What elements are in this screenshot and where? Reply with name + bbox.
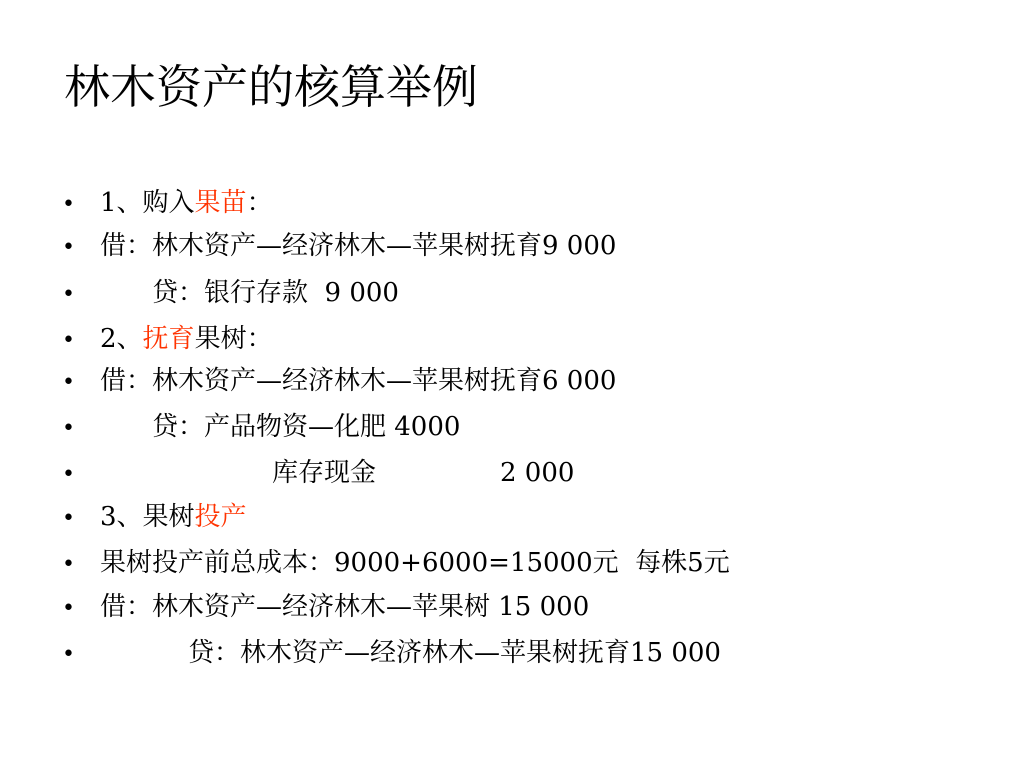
bullet-text: 贷：林木资产—经济林木—苹果树抚育15 000 bbox=[188, 638, 721, 668]
bullet-marker: • bbox=[62, 552, 75, 577]
highlight-text: 果苗 bbox=[194, 188, 247, 218]
highlight-text: 抚育 bbox=[142, 324, 195, 354]
bullet-text: 借：林木资产—经济林木—苹果树抚育9 000 bbox=[100, 231, 617, 261]
bullet-marker: • bbox=[62, 506, 75, 531]
bullet-marker: • bbox=[62, 462, 75, 487]
bullet-marker: • bbox=[62, 370, 75, 395]
text-segment: 1、购入 bbox=[100, 188, 195, 218]
bullet-text bbox=[100, 326, 273, 352]
slide-title: 林木资产的核算举例 bbox=[64, 60, 478, 114]
bullet-text: 贷：产品物资—化肥 4000 bbox=[152, 412, 461, 442]
bullet-text bbox=[100, 504, 247, 530]
bullet-text: 贷：银行存款 9 000 bbox=[152, 278, 399, 308]
text-segment: ： bbox=[246, 188, 273, 218]
bullet-marker: • bbox=[62, 192, 75, 217]
bullet-marker: • bbox=[62, 235, 75, 260]
bullet-marker: • bbox=[62, 642, 75, 667]
text-segment: 2、 bbox=[100, 324, 143, 354]
bullet-marker: • bbox=[62, 416, 75, 441]
bullet-text: 果树投产前总成本：9000+6000=15000元 每株5元 bbox=[100, 548, 730, 578]
bullet-text: 借：林木资产—经济林木—苹果树抚育6 000 bbox=[100, 366, 617, 396]
bullet-marker: • bbox=[62, 282, 75, 307]
bullet-marker: • bbox=[62, 596, 75, 621]
bullet-marker: • bbox=[62, 328, 75, 353]
text-segment: 3、果树 bbox=[100, 502, 195, 532]
bullet-text: 借：林木资产—经济林木—苹果树 15 000 bbox=[100, 592, 590, 622]
bullet-text: 库存现金 2 000 bbox=[272, 458, 575, 488]
highlight-text: 投产 bbox=[194, 502, 247, 532]
bullet-text bbox=[100, 190, 273, 216]
text-segment: 果树： bbox=[194, 324, 273, 354]
